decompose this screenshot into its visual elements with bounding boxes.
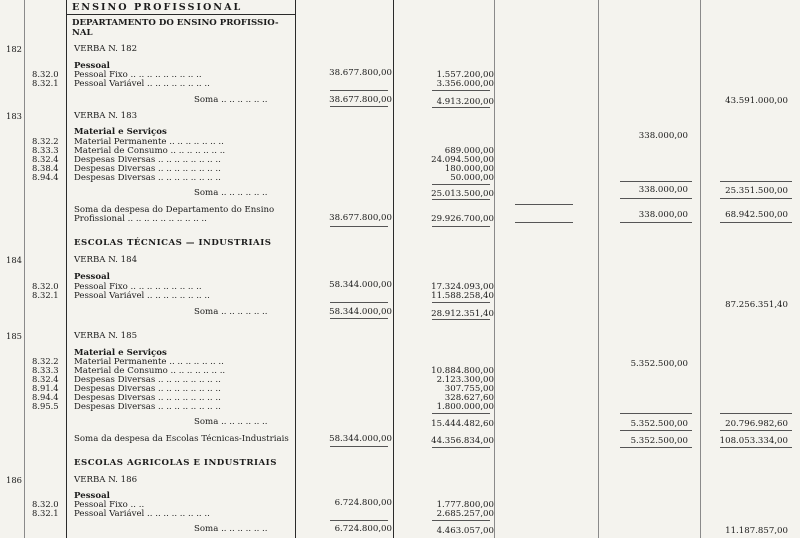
item-code: 8.32.1 [32,290,59,300]
sum-rule [432,199,490,200]
item-desc: Despesas Diversas .. .. .. .. .. .. .. .. [74,393,221,403]
sum-rule [620,430,692,431]
et-sum-col3: 5.352.500,00 [630,436,688,446]
section-title: ESCOLAS TÉCNICAS — INDUSTRIAIS [74,238,272,248]
soma-col2: 28.912.351,40 [431,309,494,319]
group-label: Pessoal [74,491,110,501]
soma-col3: 338.000,00 [638,185,688,195]
soma-label: Soma .. .. .. .. .. .. [194,524,268,534]
verba-total: 20.796.982,60 [725,419,788,429]
soma-col2: 15.444.482,60 [431,419,494,429]
sum-rule [432,520,490,521]
dept-sum-line2: Profissional .. .. .. .. .. .. .. .. .. .. [74,214,207,224]
verba-total: 43.591.000,00 [725,96,788,106]
sum-rule [330,318,388,319]
sum-rule [620,413,692,414]
dept-title-line2: NAL [72,28,93,38]
item-value-col1: 38.677.800,00 [329,68,392,78]
rule-col-4 [598,0,599,538]
sum-rule [432,226,490,227]
sum-rule [515,222,573,223]
item-desc: Despesas Diversas .. .. .. .. .. .. .. .. [74,384,221,394]
verba-number: 186 [6,475,22,485]
item-code: 8.94.4 [32,172,59,182]
sum-rule [432,107,490,108]
sum-rule [720,198,792,199]
item-value-col2: 180.000,00 [444,164,494,174]
soma-col3: 5.352.500,00 [630,419,688,429]
verba-number: 184 [6,255,22,265]
sum-rule [620,198,692,199]
sum-rule [620,447,692,448]
item-code: 8.32.4 [32,154,59,164]
sum-rule [330,90,388,91]
sum-rule [432,413,490,414]
item-value-col2: 307.755,00 [444,384,494,394]
item-value-col2: 50.000,00 [450,173,494,183]
verba-number: 183 [6,111,22,121]
sum-rule [330,226,388,227]
verba-total: 87.256.351,40 [725,300,788,310]
et-sum-col2: 44.356.834,00 [431,436,494,446]
item-code: 8.38.4 [32,163,59,173]
sum-rule [330,302,388,303]
soma-col1: 6.724.800,00 [334,524,392,534]
item-value-col2: 1.557.200,00 [436,70,494,80]
item-desc: Despesas Diversas .. .. .. .. .. .. .. .. [74,402,221,412]
item-code: 8.32.4 [32,374,59,384]
soma-col2: 4.913.200,00 [436,97,494,107]
sum-rule [330,520,388,521]
item-code: 8.33.3 [32,145,59,155]
item-value-col1: 58.344.000,00 [329,280,392,290]
item-desc: Pessoal Variável .. .. .. .. .. .. .. .. [74,291,210,301]
verba-number: 185 [6,331,22,341]
group-label: Pessoal [74,61,110,71]
item-code: 8.32.2 [32,136,59,146]
item-desc: Pessoal Variável .. .. .. .. .. .. .. .. [74,79,210,89]
soma-col1: 58.344.000,00 [329,307,392,317]
soma-col2: 25.013.500,00 [431,189,494,199]
dept-sum-line1: Soma da despesa do Departamento do Ensino [74,205,275,215]
sum-rule [620,222,692,223]
soma-label: Soma .. .. .. .. .. .. [194,188,268,198]
verba-total: 25.351.500,00 [725,186,788,196]
rule-col-3 [494,0,495,538]
rule-col-num [24,0,25,538]
item-value-col2: 17.324.093,00 [431,282,494,292]
dept-sum-total: 68.942.500,00 [725,210,788,220]
dept-sum-col3: 338.000,00 [638,210,688,220]
page-title: ENSINO PROFISSIONAL [72,2,243,13]
sum-rule [720,447,792,448]
sum-rule [330,106,388,107]
soma-col2: 4.463.057,00 [436,526,494,536]
sum-rule [720,413,792,414]
item-value-col2: 2.685.257,00 [436,509,494,519]
verba-number: 182 [6,44,22,54]
item-desc: Pessoal Variável .. .. .. .. .. .. .. .. [74,509,210,519]
rule-col-2 [393,0,394,538]
item-code: 8.32.0 [32,499,59,509]
sum-rule [432,302,490,303]
item-value-col2: 1.777.800,00 [436,500,494,510]
item-value-col2: 2.123.300,00 [436,375,494,385]
sum-rule [720,430,792,431]
item-desc: Pessoal Fixo .. .. .. .. .. .. .. .. .. [74,70,202,80]
item-code: 8.95.5 [32,401,59,411]
et-sum-col1: 58.344.000,00 [329,434,392,444]
et-sum-total: 108.053.334,00 [719,436,788,446]
item-code: 8.32.0 [32,69,59,79]
item-value-col3: 338.000,00 [638,131,688,141]
item-code: 8.32.1 [32,508,59,518]
verba-label: VERBA N. 186 [74,475,138,485]
item-desc: Despesas Diversas .. .. .. .. .. .. .. .. [74,164,221,174]
item-desc: Pessoal Fixo .. .. [74,500,145,510]
rule-col-5 [700,0,701,538]
item-code: 8.32.1 [32,78,59,88]
item-value-col2: 11.588.258,40 [431,291,494,301]
item-value-col2: 328.627,60 [444,393,494,403]
item-desc: Despesas Diversas .. .. .. .. .. .. .. .. [74,375,221,385]
item-value-col3: 5.352.500,00 [630,359,688,369]
item-value-col2: 24.094.500,00 [431,155,494,165]
dept-sum-col1: 38.677.800,00 [329,213,392,223]
item-code: 8.94.4 [32,392,59,402]
rule-col-1 [295,0,296,538]
item-desc: Pessoal Fixo .. .. .. .. .. .. .. .. .. [74,282,202,292]
group-label: Material e Serviços [74,348,167,358]
sum-rule [432,319,490,320]
item-value-col2: 10.884.800,00 [431,366,494,376]
item-desc: Despesas Diversas .. .. .. .. .. .. .. .. [74,173,221,183]
item-code: 8.33.3 [32,365,59,375]
item-value-col1: 6.724.800,00 [334,498,392,508]
sum-rule [432,90,490,91]
section-title: ESCOLAS AGRICOLAS E INDUSTRIAIS [74,458,277,468]
sum-rule [720,181,792,182]
sum-rule [432,447,490,448]
item-desc: Material Permanente .. .. .. .. .. .. .. [74,137,224,147]
group-label: Pessoal [74,272,110,282]
item-value-col2: 689.000,00 [444,146,494,156]
verba-label: VERBA N. 184 [74,255,138,265]
item-code: 8.32.0 [32,281,59,291]
soma-col1: 38.677.800,00 [329,95,392,105]
item-code: 8.32.2 [32,356,59,366]
sum-rule [720,222,792,223]
group-label: Material e Serviços [74,127,167,137]
verba-label: VERBA N. 182 [74,44,138,54]
verba-label: VERBA N. 185 [74,331,138,341]
dept-sum-col2: 29.926.700,00 [431,214,494,224]
dept-title-line1: DEPARTAMENTO DO ENSINO PROFISSIO- [72,18,279,28]
item-desc: Despesas Diversas .. .. .. .. .. .. .. .. [74,155,221,165]
et-sum-line: Soma da despesa da Escolas Técnicas-Industriais [74,434,289,444]
item-code: 8.91.4 [32,383,59,393]
item-value-col2: 1.800.000,00 [436,402,494,412]
sum-rule [330,446,388,447]
soma-label: Soma .. .. .. .. .. .. [194,417,268,427]
soma-label: Soma .. .. .. .. .. .. [194,95,268,105]
sum-rule [432,184,490,185]
item-desc: Material de Consumo .. .. .. .. .. .. .. [74,366,226,376]
verba-total: 11.187.857,00 [725,526,788,536]
item-desc: Material Permanente .. .. .. .. .. .. .. [74,357,224,367]
sum-rule [620,181,692,182]
verba-label: VERBA N. 183 [74,111,138,121]
sum-rule [515,204,573,205]
item-value-col2: 3.356.000,00 [436,79,494,89]
item-desc: Material de Consumo .. .. .. .. .. .. .. [74,146,226,156]
title-rule [66,14,295,15]
soma-label: Soma .. .. .. .. .. .. [194,307,268,317]
rule-col-desc [66,0,67,538]
